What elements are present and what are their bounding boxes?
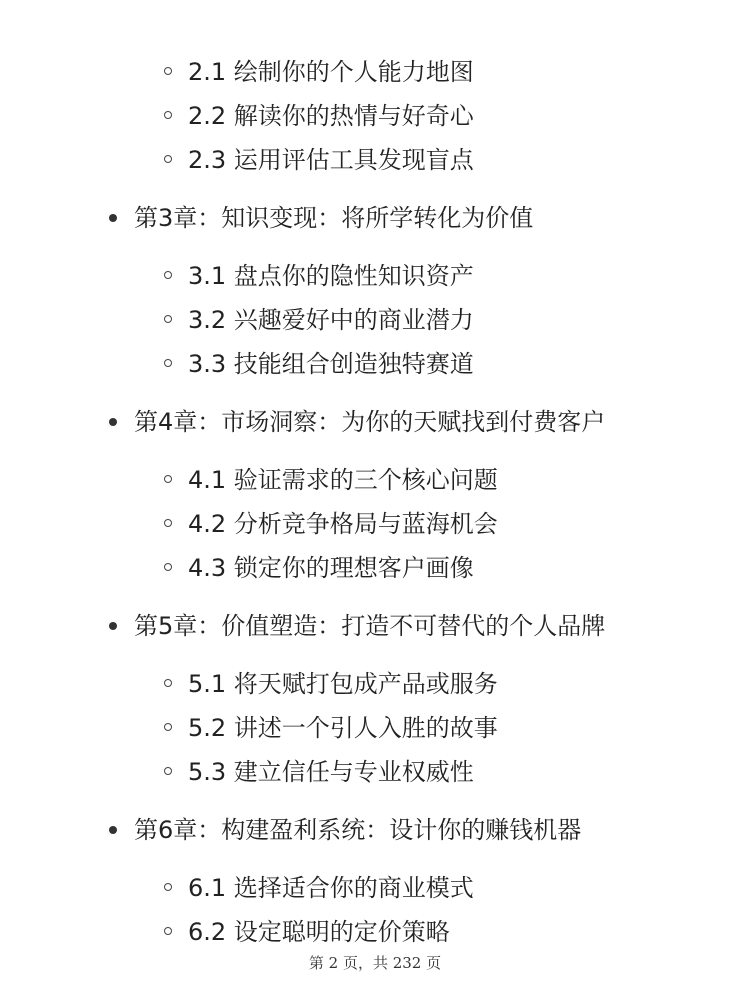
section-title: 4.1 验证需求的三个核心问题 [188, 466, 498, 494]
toc-section [0, 546, 750, 590]
chapter-title: 第5章：价值塑造：打造不可替代的个人品牌 [134, 612, 606, 640]
toc-chapter [0, 808, 750, 852]
hollow-bullet-icon [164, 155, 172, 163]
filled-bullet-icon [109, 418, 117, 426]
chapter-title: 第3章：知识变现：将所学转化为价值 [134, 204, 534, 232]
section-title: 5.1 将天赋打包成产品或服务 [188, 670, 498, 698]
section-title: 6.1 选择适合你的商业模式 [188, 874, 474, 902]
filled-bullet-icon [109, 622, 117, 630]
filled-bullet-icon [109, 214, 117, 222]
hollow-bullet-icon [164, 563, 172, 571]
hollow-bullet-icon [164, 883, 172, 891]
toc-section [0, 910, 750, 954]
hollow-bullet-icon [164, 359, 172, 367]
table-of-contents [0, 50, 750, 954]
section-title: 4.3 锁定你的理想客户画像 [188, 554, 474, 582]
toc-section [0, 750, 750, 794]
toc-section [0, 662, 750, 706]
hollow-bullet-icon [164, 927, 172, 935]
page-number-label: 第 2 页，共 232 页 [308, 954, 442, 972]
section-title: 2.3 运用评估工具发现盲点 [188, 146, 474, 174]
section-title: 4.2 分析竞争格局与蓝海机会 [188, 510, 498, 538]
toc-section [0, 298, 750, 342]
toc-section [0, 706, 750, 750]
toc-chapter [0, 196, 750, 240]
hollow-bullet-icon [164, 519, 172, 527]
section-title: 2.2 解读你的热情与好奇心 [188, 102, 474, 130]
hollow-bullet-icon [164, 111, 172, 119]
hollow-bullet-icon [164, 723, 172, 731]
toc-section [0, 50, 750, 94]
toc-section [0, 458, 750, 502]
chapter-title: 第6章：构建盈利系统：设计你的赚钱机器 [134, 816, 582, 844]
hollow-bullet-icon [164, 271, 172, 279]
toc-section [0, 342, 750, 386]
hollow-bullet-icon [164, 679, 172, 687]
page-footer [0, 952, 750, 973]
hollow-bullet-icon [164, 475, 172, 483]
section-title: 5.2 讲述一个引人入胜的故事 [188, 714, 498, 742]
toc-chapter [0, 400, 750, 444]
section-title: 2.1 绘制你的个人能力地图 [188, 58, 474, 86]
hollow-bullet-icon [164, 67, 172, 75]
toc-section [0, 94, 750, 138]
section-title: 3.1 盘点你的隐性知识资产 [188, 262, 474, 290]
toc-section [0, 866, 750, 910]
hollow-bullet-icon [164, 767, 172, 775]
toc-chapter [0, 604, 750, 648]
hollow-bullet-icon [164, 315, 172, 323]
section-title: 5.3 建立信任与专业权威性 [188, 758, 474, 786]
toc-section [0, 254, 750, 298]
toc-section [0, 138, 750, 182]
toc-section [0, 502, 750, 546]
filled-bullet-icon [109, 826, 117, 834]
section-title: 6.2 设定聪明的定价策略 [188, 918, 450, 946]
section-title: 3.2 兴趣爱好中的商业潜力 [188, 306, 474, 334]
section-title: 3.3 技能组合创造独特赛道 [188, 350, 474, 378]
chapter-title: 第4章：市场洞察：为你的天赋找到付费客户 [134, 408, 606, 436]
